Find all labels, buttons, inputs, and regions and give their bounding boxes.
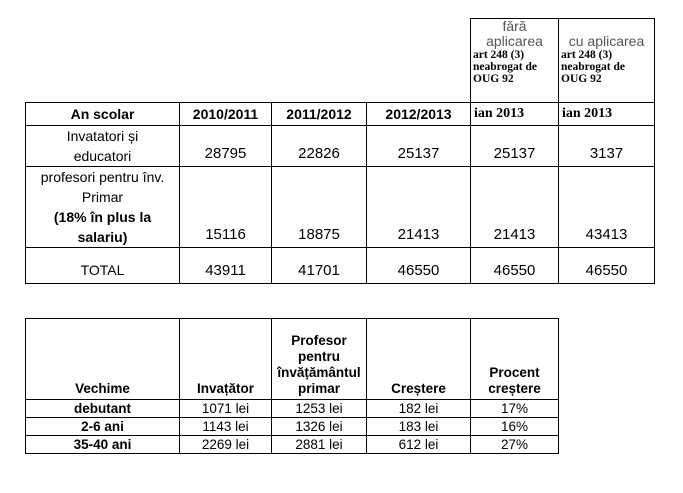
table-row (26, 400, 559, 418)
header-vechime: Vechime (26, 319, 180, 400)
cell: 21413 (471, 167, 559, 248)
cell: 46550 (559, 248, 655, 284)
teachers-count-table (25, 18, 655, 284)
cell: 1143 lei (180, 418, 272, 436)
cell: 17% (471, 400, 559, 418)
header-cu-aplicarea: cu aplicarea art 248 (3) neabrogat de OUG 92 (559, 19, 655, 103)
row-label: profesori pentru înv. Primar (18% în plus la salariu) (26, 167, 180, 248)
header-ian-2013: ian 2013 (471, 103, 559, 126)
cell: 43413 (559, 167, 655, 248)
cell: 15116 (180, 167, 272, 248)
row-label: debutant (26, 400, 180, 418)
header-2011-2012: 2011/2012 (272, 103, 367, 126)
table-row-total (26, 248, 655, 284)
header-ian-2013: ian 2013 (559, 103, 655, 126)
cell: 25137 (471, 126, 559, 167)
header-2012-2013: 2012/2013 (367, 103, 471, 126)
row-label: TOTAL (26, 248, 180, 284)
row-label: 2-6 ani (26, 418, 180, 436)
cell: 16% (471, 418, 559, 436)
cell: 27% (471, 436, 559, 454)
cell: 46550 (367, 248, 471, 284)
cell: 183 lei (367, 418, 471, 436)
header-profesor: Profesor pentru învățământul primar (272, 319, 367, 400)
cell: 41701 (272, 248, 367, 284)
table-row (26, 436, 559, 454)
table-row (26, 167, 655, 248)
header-fara-aplicarea: fără aplicarea art 248 (3) neabrogat de OUG 92 (471, 19, 559, 103)
header-procent: Procent creștere (471, 319, 559, 400)
cell: 25137 (367, 126, 471, 167)
header-invatator: Invațător (180, 319, 272, 400)
table-row (26, 418, 559, 436)
cell: 43911 (180, 248, 272, 284)
header-crestere: Creștere (367, 319, 471, 400)
cell: 1071 lei (180, 400, 272, 418)
cell: 2269 lei (180, 436, 272, 454)
empty-area (26, 19, 471, 103)
row-label: 35-40 ani (26, 436, 180, 454)
salary-comparison-table (25, 318, 559, 454)
cell: 22826 (272, 126, 367, 167)
cell: 3137 (559, 126, 655, 167)
cell: 46550 (471, 248, 559, 284)
cell: 1326 lei (272, 418, 367, 436)
cell: 18875 (272, 167, 367, 248)
cell: 28795 (180, 126, 272, 167)
header-2010-2011: 2010/2011 (180, 103, 272, 126)
cell: 2881 lei (272, 436, 367, 454)
table-row (26, 126, 655, 167)
cell: 182 lei (367, 400, 471, 418)
cell: 1253 lei (272, 400, 367, 418)
cell: 21413 (367, 167, 471, 248)
header-an-scolar: An scolar (26, 103, 180, 126)
row-label: Invatatori și educatori (26, 126, 180, 167)
cell: 612 lei (367, 436, 471, 454)
